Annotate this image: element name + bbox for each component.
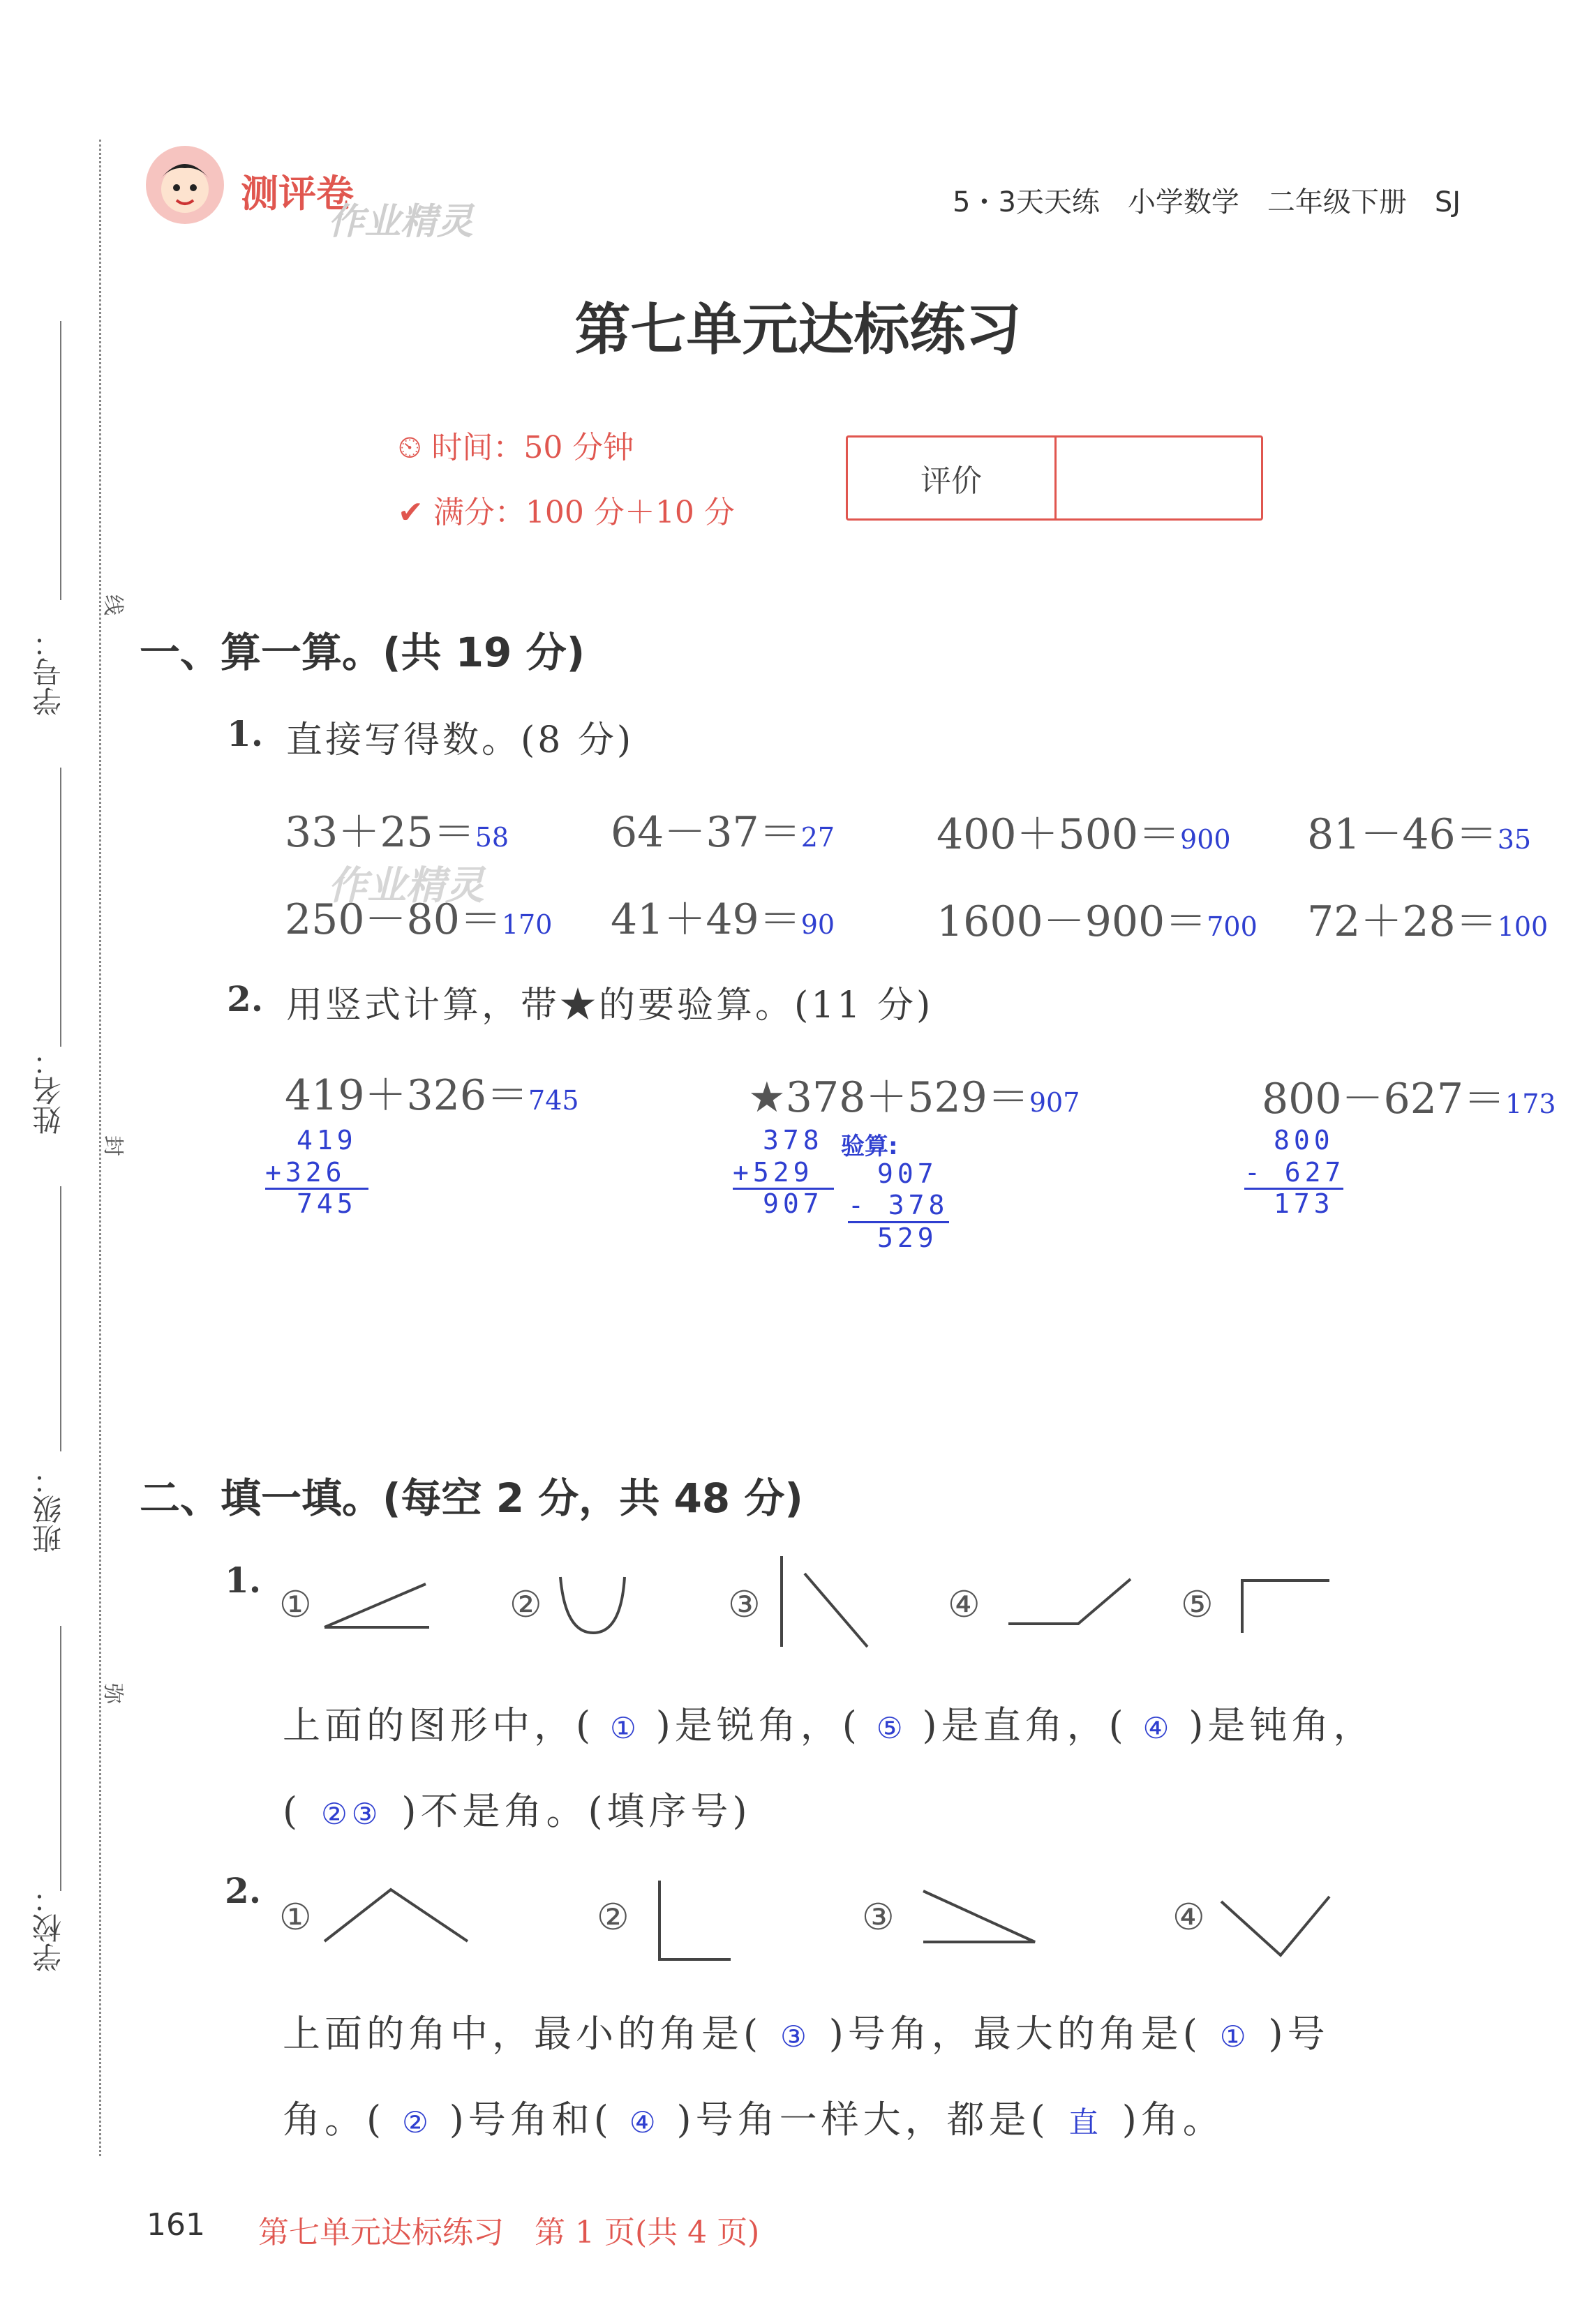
page-number: 161 [147,2207,205,2243]
calc-item: 72＋28＝100 [1307,897,1549,946]
figure-num: ① [279,1584,312,1626]
s1q2-label: 2. [227,978,264,1019]
answer: 907 [1029,1087,1080,1118]
answer: 58 [475,822,509,853]
figure-num: ③ [728,1584,761,1626]
figure-num: ⑤ [1181,1584,1214,1626]
angle-figure-1 [321,1884,475,1947]
right-angle-figure [1235,1574,1333,1636]
vcalc-line3: 745 [297,1188,357,1219]
answer: 27 [800,822,835,853]
vcalc-expr: 800－627＝173 [1262,1075,1556,1123]
angle-figure-4 [1218,1891,1336,1961]
open-lines-figure [773,1553,878,1650]
acute-angle-figure [321,1577,433,1633]
xuexiao-label: 学校： [31,1884,66,1972]
calc-item: 33＋25＝58 [285,808,509,857]
answer: 900 [1180,824,1231,855]
blank-answer[interactable]: ⑤ [876,1711,907,1745]
blank-answer[interactable]: ②③ [321,1797,382,1831]
answer: 700 [1207,911,1258,942]
angle-figure-2 [652,1877,736,1964]
answer: 35 [1497,824,1532,855]
s1q1-text: 直接写得数。(8 分) [286,719,634,761]
check-line2: - 378 [848,1190,949,1220]
xuexiao-line [60,1626,61,1891]
s2q1-line2: ( ②③ )不是角。(填序号) [283,1789,752,1833]
watermark-2: 作业精灵 [328,863,484,909]
banji-line [60,1186,61,1451]
answer: 173 [1505,1089,1556,1119]
angle-figure-3 [920,1888,1038,1947]
obtuse-angle-figure [1005,1574,1138,1629]
calc-item: 250－80＝170 [285,895,553,944]
vcalc-line3: 907 [763,1188,823,1219]
time-text: 时间：50 分钟 [431,430,634,465]
figure-num: ② [597,1897,629,1938]
score-text: 满分：100 分＋10 分 [433,495,735,530]
s2q2-line2: 角。( ② )号角和( ④ )号角一样大，都是( 直 )角。 [283,2098,1225,2142]
time-row [398,422,634,467]
vcalc-line1: 419 [297,1125,357,1156]
blank-answer[interactable]: 直 [1068,2105,1103,2139]
figure-num: ① [279,1897,312,1938]
vcalc-line2: +326 [265,1157,346,1188]
s2q1-label: 1. [225,1560,262,1601]
eval-box [846,435,1263,521]
vcalc-expr: 419＋326＝745 [285,1071,579,1120]
vcalc-line2: - 627 [1244,1157,1345,1188]
section1-title: 一、算一算。(共 19 分) [140,629,586,676]
check-line3: 529 [877,1223,938,1253]
s1q1-label: 1. [227,713,264,754]
vcalc-line1: 800 [1274,1125,1334,1156]
figure-num: ④ [948,1584,980,1626]
s2q1-line1: 上面的图形中，( ① )是锐角，( ⑤ )是直角，( ④ )是钝角， [283,1703,1375,1747]
xingming-label: 姓名： [31,1047,66,1135]
calc-item: 41＋49＝90 [611,895,835,944]
figure-num: ② [509,1584,542,1626]
calc-item: 1600－900＝700 [937,897,1258,946]
mark-feng: 封 [100,1135,125,1156]
blank-answer[interactable]: ④ [1142,1711,1174,1745]
watermark: 作业精灵 [328,201,474,243]
figure-num: ③ [862,1897,895,1938]
badge-label: 测评卷 [241,172,354,216]
answer: 100 [1497,911,1549,942]
vcalc-line2: +529 [733,1157,814,1188]
blank-answer[interactable]: ③ [780,2019,811,2054]
banji-label: 班级： [31,1465,66,1553]
xingming-line [60,768,61,1047]
s2q2-label: 2. [225,1870,262,1911]
badge-mascot-icon [143,143,227,230]
blank-answer[interactable]: ① [1219,2019,1251,2054]
vcalc-line3: 173 [1274,1188,1334,1219]
vcalc-expr: ★378＋529＝907 [748,1073,1080,1122]
curve-figure [555,1574,632,1636]
footer-text: 第七单元达标练习 第 1 页(共 4 页) [258,2215,760,2250]
calc-item: 64－37＝27 [611,808,835,857]
section2-title: 二、填一填。(每空 2 分，共 48 分) [140,1474,803,1522]
s1q2-text: 用竖式计算，带★的要验算。(11 分) [286,985,934,1026]
eval-label: 评价 [848,438,1057,518]
calc-item: 81－46＝35 [1307,810,1532,859]
xuehao-label: 学号： [31,628,66,716]
check-circle-icon: ✔ [398,495,424,530]
blank-answer[interactable]: ① [610,1711,641,1745]
blank-answer[interactable]: ④ [629,2105,660,2139]
answer: 745 [528,1085,579,1116]
answer: 170 [501,909,553,940]
check-label: 验算: [841,1133,898,1160]
calc-item: 400＋500＝900 [937,810,1231,859]
mark-mi: 弥 [100,1683,125,1704]
eval-blank[interactable] [1057,438,1261,518]
page-title: 第七单元达标练习 [574,297,1022,362]
clock-icon: ⏲ [398,430,422,465]
s2q2-line1: 上面的角中，最小的角是( ③ )号角，最大的角是( ① )号 [283,2012,1329,2056]
vcalc-line1: 378 [763,1125,823,1156]
check-line1: 907 [877,1158,938,1189]
answer: 90 [800,909,835,940]
figure-num: ④ [1172,1897,1205,1938]
mark-xian: 线 [100,595,125,615]
score-row [398,487,735,532]
blank-answer[interactable]: ② [402,2105,433,2139]
book-info: 5・3天天练 小学数学 二年级下册 SJ [953,186,1461,218]
